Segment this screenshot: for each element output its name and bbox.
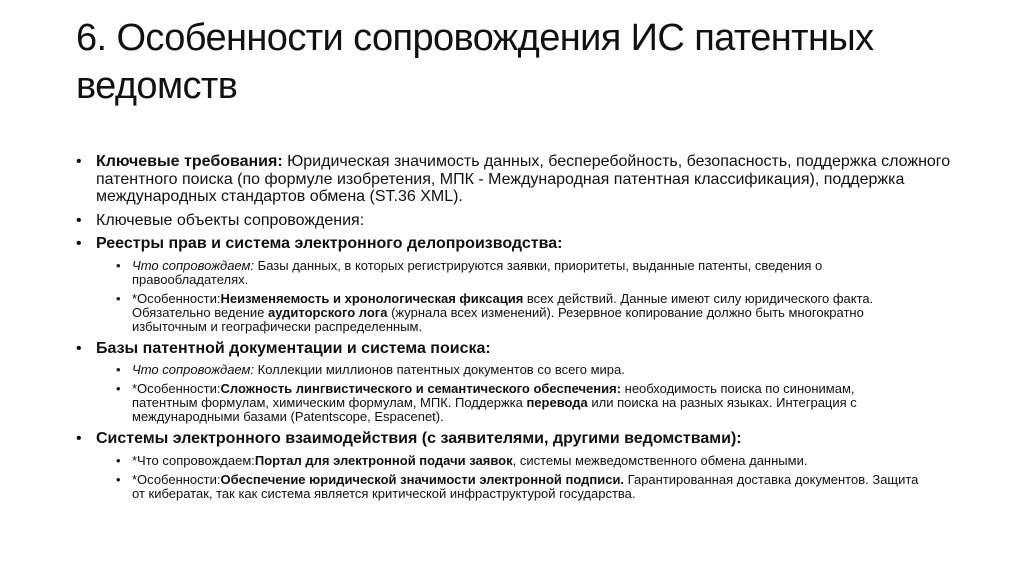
patent-docs-features-bold1: Сложность лингвистического и семантического обеспечения: — [220, 381, 622, 396]
bullet-dot: • — [76, 153, 82, 170]
key-requirements-label: Ключевые требования: — [96, 153, 283, 170]
registries-features-text1: всех действий. Данные имеют силу юридического факта. Обязательно ведение — [132, 290, 874, 320]
patent-docs-sub-features — [116, 382, 922, 424]
bullet-key-requirements — [76, 153, 956, 206]
interaction-label: Системы электронного взаимодействия (с заявителями, другими ведомствами): — [96, 430, 742, 447]
registries-sub-features — [116, 292, 922, 334]
patent-docs-features-text2: или поиска на разных языках. Интеграция с международными базами (Patentscope, Espacenet). — [132, 395, 857, 424]
key-objects-label: Ключевые объекты сопровождения: — [96, 211, 365, 229]
interaction-sub-features — [116, 473, 922, 501]
registries-what-text: Базы данных, в которых регистрируются заявки, приоритеты, выданные патенты, сведения о правообладателях. — [132, 257, 823, 287]
interaction-features-prefix: *Особенности: — [132, 471, 221, 487]
bullet-dot: • — [76, 235, 82, 252]
bullet-patent-docs — [76, 340, 956, 358]
patent-docs-features-prefix: *Особенности: — [132, 381, 221, 396]
bullet-dot: • — [116, 290, 121, 306]
bullet-dot: • — [76, 211, 82, 229]
group-interaction — [76, 430, 956, 501]
interaction-features-bold: Обеспечение юридической значимости электронной подписи. — [220, 471, 625, 487]
bullet-dot: • — [116, 381, 121, 396]
patent-docs-label: Базы патентной документации и система поиска: — [96, 339, 491, 357]
bullet-key-objects — [76, 212, 956, 230]
bullet-registries — [76, 235, 956, 253]
registries-features-text2: (журнала всех изменений). Резервное копирование должно быть многократно избыточным и географически распределенным. — [132, 304, 864, 334]
registries-features-prefix: *Особенности: — [132, 290, 221, 306]
interaction-what-prefix: *Что сопровождаем: — [132, 452, 255, 468]
key-requirements-text: Юридическая значимость данных, бесперебойность, безопасность, поддержка сложного патентного поиска (по формуле изобретения, МПК - Международная патентная классификация), поддержка международных стандартов обмена (ST.36 XML). — [96, 153, 951, 205]
registries-features-bold1: Неизменяемость и хронологическая фиксация — [220, 290, 524, 306]
bullet-dot: • — [116, 362, 121, 377]
bullet-dot: • — [116, 257, 121, 273]
group-registries — [76, 235, 956, 334]
interaction-features-text: Гарантированная доставка документов. Защита от кибератак, так как система является критической инфраструктурой государства. — [132, 471, 919, 501]
bullet-dot: • — [76, 430, 82, 447]
registries-features-bold2: аудиторского лога — [268, 304, 388, 320]
bullet-dot: • — [76, 339, 82, 357]
registries-label: Реестры прав и система электронного делопроизводства: — [96, 235, 563, 252]
patent-docs-features-bold2: перевода — [526, 395, 588, 410]
patent-docs-sub-what — [116, 363, 922, 377]
group-patent-docs — [76, 340, 956, 425]
slide-content — [76, 153, 956, 507]
patent-docs-features-text1: необходимость поиска по синонимам, патентным формулам, химическим формулам, МПК. Поддержка — [132, 381, 855, 410]
slide-title: 6. Особенности сопровождения ИС патентных ведомств — [76, 17, 874, 107]
bullet-interaction — [76, 430, 956, 448]
patent-docs-what-prefix: Что сопровождаем: — [132, 362, 255, 377]
interaction-what-text: , системы межведомственного обмена данными. — [512, 452, 808, 468]
registries-what-prefix: Что сопровождаем: — [132, 257, 255, 273]
interaction-what-bold: Портал для электронной подачи заявок — [254, 452, 513, 468]
interaction-sub-what — [116, 454, 922, 468]
bullet-dot: • — [116, 471, 121, 487]
bullet-dot: • — [116, 452, 121, 468]
registries-sub-what — [116, 259, 922, 287]
patent-docs-what-text: Коллекции миллионов патентных документов со всего мира. — [254, 362, 625, 377]
